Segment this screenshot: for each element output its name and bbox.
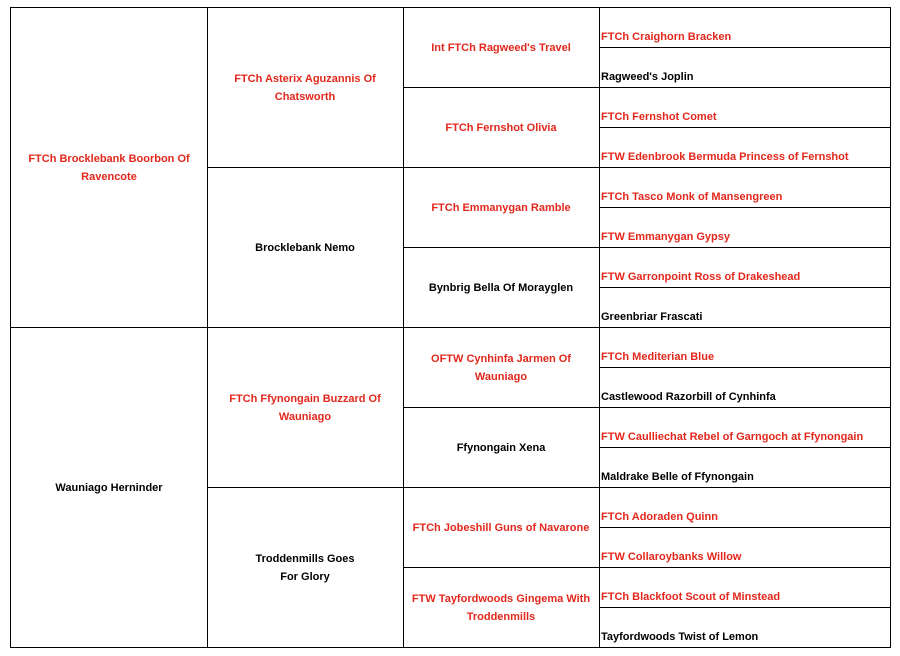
sire-name-line-1: FTCh Brocklebank Boorbon Of <box>28 152 190 165</box>
great-grandparent-1-line-1: Int FTCh Ragweed's Travel <box>431 41 571 54</box>
ancestor-12: Maldrake Belle of Ffynongain <box>599 448 890 488</box>
grandparent-4-line-1: Troddenmills Goes <box>255 552 355 565</box>
dam <box>11 328 207 647</box>
grandparent-2-line-1: Brocklebank Nemo <box>255 241 355 254</box>
sire-name-line-2: Ravencote <box>81 170 137 183</box>
great-grandparent-6-line-1: Ffynongain Xena <box>456 441 546 454</box>
ancestor-10: Castlewood Razorbill of Cynhinfa <box>599 368 890 408</box>
great-grandparent-6 <box>403 408 599 488</box>
ancestor-7: FTW Garronpoint Ross of Drakeshead <box>599 248 890 288</box>
great-grandparent-4-line-1: Bynbrig Bella Of Morayglen <box>428 281 574 294</box>
great-grandparent-3 <box>403 168 599 248</box>
great-grandparent-7 <box>403 488 599 568</box>
ancestor-1: FTCh Craighorn Bracken <box>599 8 890 48</box>
great-grandparent-4 <box>403 248 599 328</box>
ancestor-6: FTW Emmanygan Gypsy <box>599 208 890 248</box>
ancestor-5: FTCh Tasco Monk of Mansengreen <box>599 168 890 208</box>
grandparent-4-line-2: For Glory <box>280 570 330 583</box>
great-grandparent-8-line-2: Troddenmills <box>466 610 536 623</box>
grandparent-2 <box>207 168 403 328</box>
great-grandparent-5-line-1: OFTW Cynhinfa Jarmen Of <box>431 352 571 365</box>
ancestor-13: FTCh Adoraden Quinn <box>599 488 890 528</box>
grandparent-3-line-1: FTCh Ffynongain Buzzard Of <box>229 392 381 405</box>
ancestor-11: FTW Caulliechat Rebel of Garngoch at Ffynongain <box>599 408 890 448</box>
great-grandparent-5-line-2: Wauniago <box>474 370 528 383</box>
great-grandparent-2 <box>403 88 599 168</box>
great-grandparent-2-line-1: FTCh Fernshot Olivia <box>445 121 557 134</box>
generation-3-column <box>403 8 600 647</box>
great-grandparent-8 <box>403 568 599 647</box>
pedigree-table <box>10 7 891 648</box>
great-grandparent-8-line-1: FTW Tayfordwoods Gingema With <box>411 592 591 605</box>
ancestor-15: FTCh Blackfoot Scout of Minstead <box>599 568 890 608</box>
grandparent-1 <box>207 8 403 168</box>
great-grandparent-3-line-1: FTCh Emmanygan Ramble <box>431 201 571 214</box>
grandparent-1-line-2: Chatsworth <box>274 90 336 103</box>
generation-4-column <box>599 8 890 647</box>
great-grandparent-5 <box>403 328 599 408</box>
ancestor-4: FTW Edenbrook Bermuda Princess of Fernshot <box>599 128 890 168</box>
ancestor-2: Ragweed's Joplin <box>599 48 890 88</box>
ancestor-14: FTW Collaroybanks Willow <box>599 528 890 568</box>
grandparent-1-line-1: FTCh Asterix Aguzannis Of <box>234 72 376 85</box>
generation-2-column <box>207 8 404 647</box>
dam-name: Wauniago Herninder <box>55 481 163 494</box>
ancestor-3: FTCh Fernshot Comet <box>599 88 890 128</box>
generation-1-column <box>11 8 208 647</box>
ancestor-8: Greenbriar Frascati <box>599 288 890 328</box>
ancestor-16: Tayfordwoods Twist of Lemon <box>601 631 759 643</box>
ancestor-9: FTCh Mediterian Blue <box>599 328 890 368</box>
grandparent-3 <box>207 328 403 488</box>
grandparent-3-line-2: Wauniago <box>278 410 332 423</box>
grandparent-4 <box>207 488 403 647</box>
great-grandparent-7-line-1: FTCh Jobeshill Guns of Navarone <box>412 521 590 534</box>
great-grandparent-1 <box>403 8 599 88</box>
sire <box>11 8 207 328</box>
